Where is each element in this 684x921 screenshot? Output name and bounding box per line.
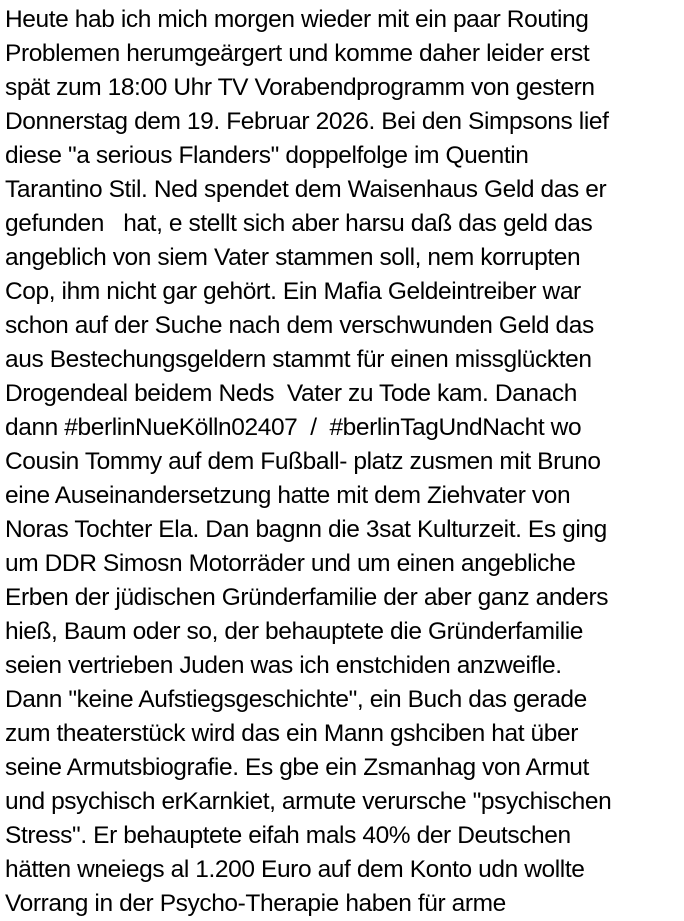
text-line: hieß, Baum oder so, der behauptete die Gründerfamilie: [5, 618, 584, 645]
text-line: seine Armutsbiografie. Es gbe ein Zsmanhag von Armut: [5, 754, 589, 781]
text-line: hätten wneiegs al 1.200 Euro auf dem Konto udn wollte: [5, 856, 585, 883]
text-line: zum theaterstück wird das ein Mann gshciben hat über: [5, 720, 578, 747]
text-line: Noras Tochter Ela. Dan bagnn die 3sat Kulturzeit. Es ging: [5, 516, 607, 543]
text-line: Drogendeal beidem Neds Vater zu Tode kam. Danach: [5, 380, 577, 407]
text-line: schon auf der Suche nach dem verschwunden Geld das: [5, 312, 594, 339]
text-line: Erben der jüdischen Gründerfamilie der aber ganz anders: [5, 584, 609, 611]
text-line: Tarantino Stil. Ned spendet dem Waisenhaus Geld das er: [5, 176, 607, 203]
text-line: Vorrang in der Psycho-Therapie haben für arme: [5, 890, 506, 917]
text-line: Dann "keine Aufstiegsgeschichte", ein Buch das gerade: [5, 686, 587, 713]
text-line: diese "a serious Flanders" doppelfolge im Quentin: [5, 142, 529, 169]
text-line: Problemen herumgeärgert und komme daher leider erst: [5, 40, 590, 67]
text-line: eine Auseinandersetzung hatte mit dem Ziehvater von: [5, 482, 571, 509]
text-line: und psychisch erKarnkiet, armute verursche "psychischen: [5, 788, 612, 815]
text-line: Donnerstag dem 19. Februar 2026. Bei den Simpsons lief: [5, 108, 609, 135]
text-line: gefunden hat, e stellt sich aber harsu daß das geld das: [5, 210, 593, 237]
text-line: Cousin Tommy auf dem Fußball- platz zusmen mit Bruno: [5, 448, 601, 475]
text-line: Stress". Er behauptete eifah mals 40% der Deutschen: [5, 822, 571, 849]
text-line: dann #berlinNueKölln02407 / #berlinTagUndNacht wo: [5, 414, 582, 441]
text-line: spät zum 18:00 Uhr TV Vorabendprogramm von gestern: [5, 74, 595, 101]
text-line: Heute hab ich mich morgen wieder mit ein paar Routing: [5, 6, 589, 33]
text-line: angeblich von siem Vater stammen soll, nem korrupten: [5, 244, 581, 271]
text-line: Cop, ihm nicht gar gehört. Ein Mafia Geldeintreiber war: [5, 278, 581, 305]
text-line: seien vertrieben Juden was ich enstchiden anzweifle.: [5, 652, 562, 679]
text-line: aus Bestechungsgeldern stammt für einen missglückten: [5, 346, 592, 373]
text-line: um DDR Simosn Motorräder und um einen angebliche: [5, 550, 576, 577]
